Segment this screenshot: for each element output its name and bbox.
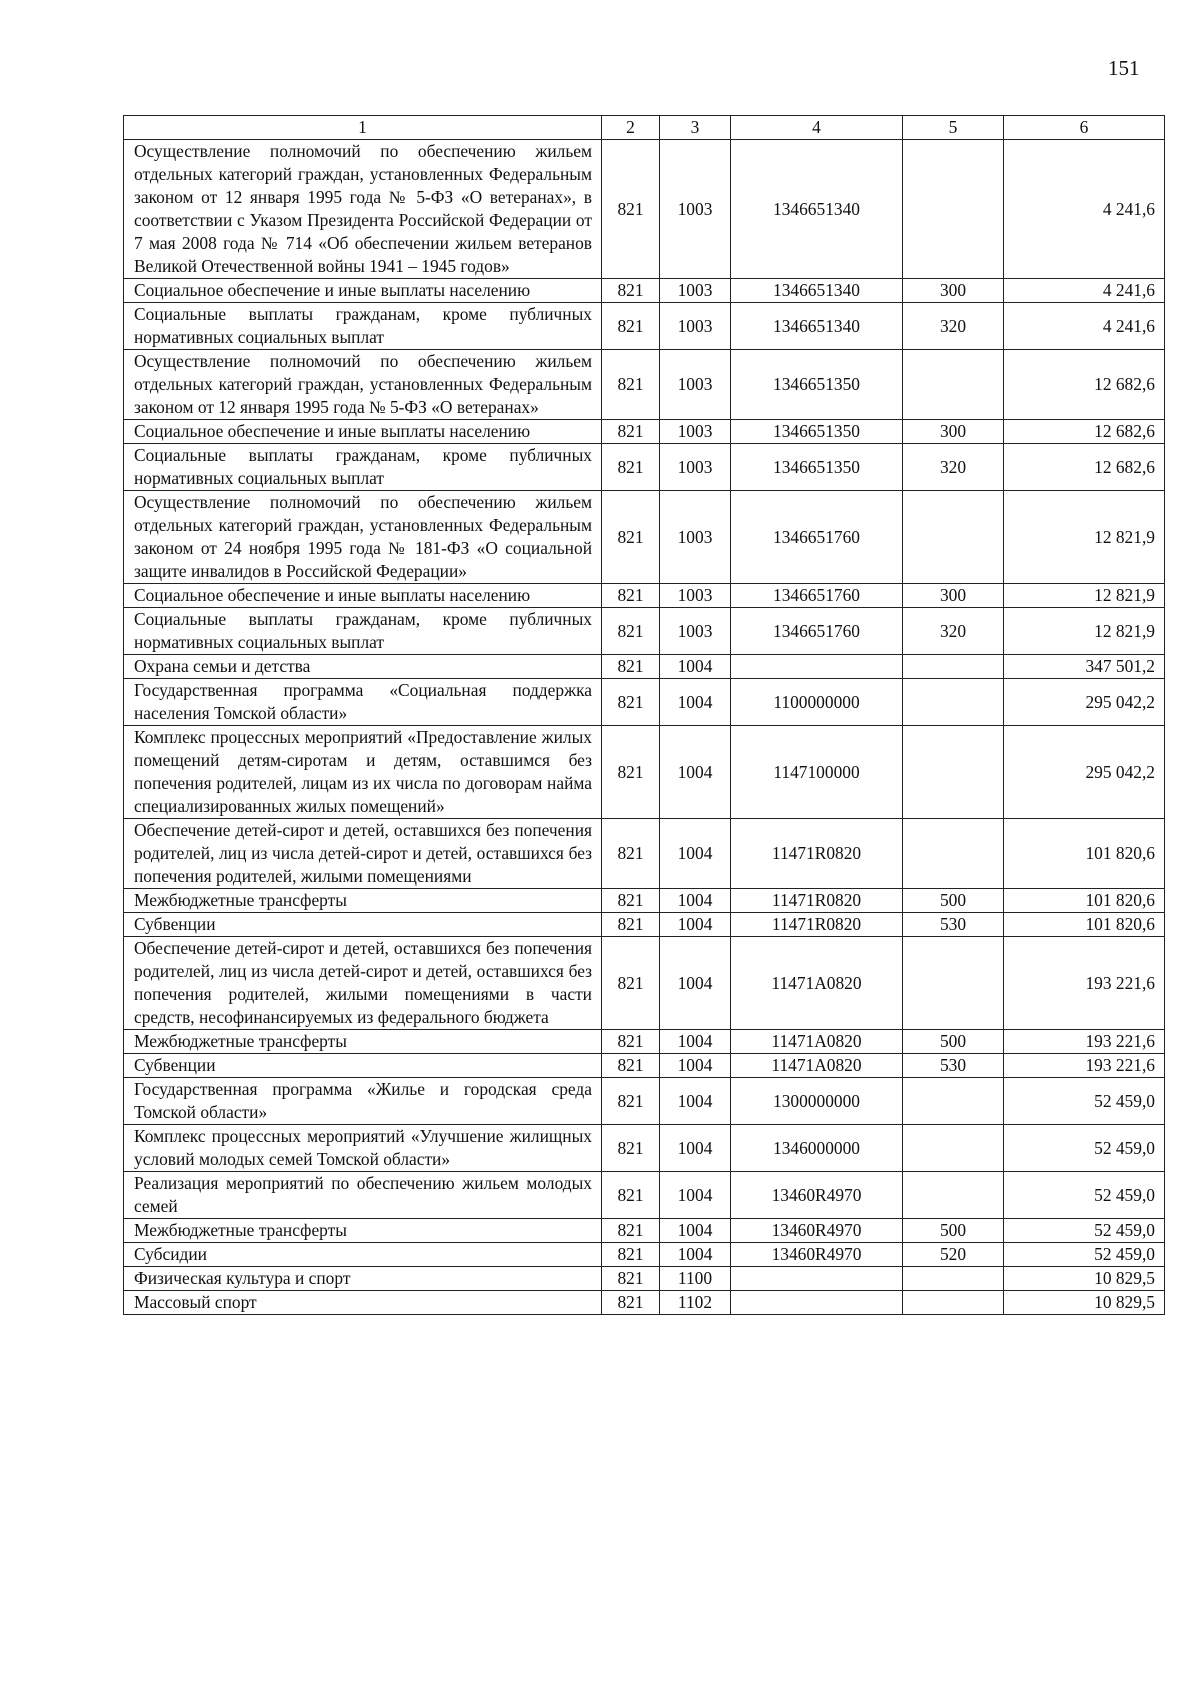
table-row xyxy=(124,303,1165,350)
target-article-cell: 11471R0820 xyxy=(731,819,903,889)
table-row xyxy=(124,1125,1165,1172)
ministry-code-cell: 821 xyxy=(602,491,660,584)
column-header: 3 xyxy=(660,116,731,140)
amount-cell: 101 820,6 xyxy=(1004,819,1165,889)
expense-name-cell: Обеспечение детей-сирот и детей, оставшихся без попечения родителей, лиц из числа детей-сирот и детей, оставшихся без попечения родителей, жилыми помещениями xyxy=(124,819,602,889)
ministry-code-cell: 821 xyxy=(602,1125,660,1172)
expense-type-cell: 320 xyxy=(903,444,1004,491)
ministry-code-cell: 821 xyxy=(602,937,660,1030)
table-row xyxy=(124,1267,1165,1291)
expense-name-cell: Межбюджетные трансферты xyxy=(124,889,602,913)
expense-name-cell: Субвенции xyxy=(124,913,602,937)
ministry-code-cell: 821 xyxy=(602,279,660,303)
target-article-cell: 1346651350 xyxy=(731,444,903,491)
expense-name-cell: Социальные выплаты гражданам, кроме публичных нормативных социальных выплат xyxy=(124,303,602,350)
target-article-cell: 1100000000 xyxy=(731,679,903,726)
amount-cell: 12 682,6 xyxy=(1004,444,1165,491)
amount-cell: 52 459,0 xyxy=(1004,1243,1165,1267)
amount-cell: 10 829,5 xyxy=(1004,1267,1165,1291)
ministry-code-cell: 821 xyxy=(602,726,660,819)
ministry-code-cell: 821 xyxy=(602,303,660,350)
expense-type-cell: 320 xyxy=(903,303,1004,350)
expense-type-cell xyxy=(903,140,1004,279)
amount-cell: 101 820,6 xyxy=(1004,913,1165,937)
ministry-code-cell: 821 xyxy=(602,679,660,726)
table-row xyxy=(124,726,1165,819)
section-code-cell: 1004 xyxy=(660,1030,731,1054)
ministry-code-cell: 821 xyxy=(602,889,660,913)
target-article-cell: 13460R4970 xyxy=(731,1172,903,1219)
page-number: 151 xyxy=(1108,56,1140,80)
expense-type-cell: 500 xyxy=(903,889,1004,913)
expense-name-cell: Социальное обеспечение и иные выплаты населению xyxy=(124,420,602,444)
section-code-cell: 1102 xyxy=(660,1291,731,1315)
amount-cell: 101 820,6 xyxy=(1004,889,1165,913)
expense-name-cell: Государственная программа «Социальная поддержка населения Томской области» xyxy=(124,679,602,726)
section-code-cell: 1003 xyxy=(660,444,731,491)
target-article-cell: 13460R4970 xyxy=(731,1219,903,1243)
expense-type-cell: 520 xyxy=(903,1243,1004,1267)
target-article-cell: 1346000000 xyxy=(731,1125,903,1172)
table-row xyxy=(124,1054,1165,1078)
section-code-cell: 1003 xyxy=(660,279,731,303)
target-article-cell: 1346651760 xyxy=(731,584,903,608)
ministry-code-cell: 821 xyxy=(602,1030,660,1054)
expense-type-cell xyxy=(903,726,1004,819)
table-row xyxy=(124,1291,1165,1315)
expense-type-cell: 530 xyxy=(903,1054,1004,1078)
expense-type-cell: 300 xyxy=(903,584,1004,608)
expense-name-cell: Физическая культура и спорт xyxy=(124,1267,602,1291)
expense-type-cell xyxy=(903,1078,1004,1125)
column-header: 6 xyxy=(1004,116,1165,140)
table-row xyxy=(124,1243,1165,1267)
section-code-cell: 1003 xyxy=(660,350,731,420)
amount-cell: 295 042,2 xyxy=(1004,679,1165,726)
section-code-cell: 1003 xyxy=(660,303,731,350)
target-article-cell: 13460R4970 xyxy=(731,1243,903,1267)
target-article-cell: 11471A0820 xyxy=(731,937,903,1030)
target-article-cell: 1346651340 xyxy=(731,279,903,303)
ministry-code-cell: 821 xyxy=(602,350,660,420)
expense-type-cell: 320 xyxy=(903,608,1004,655)
table-row xyxy=(124,679,1165,726)
amount-cell: 12 682,6 xyxy=(1004,420,1165,444)
section-code-cell: 1004 xyxy=(660,1219,731,1243)
table-row xyxy=(124,584,1165,608)
ministry-code-cell: 821 xyxy=(602,420,660,444)
table-row xyxy=(124,350,1165,420)
amount-cell: 12 821,9 xyxy=(1004,491,1165,584)
table-row xyxy=(124,937,1165,1030)
target-article-cell xyxy=(731,1291,903,1315)
expense-name-cell: Комплекс процессных мероприятий «Предоставление жилых помещений детям-сиротам и детям, оставшимся без попечения родителей, лицам из их числа по договорам найма специализированных жилых помещений» xyxy=(124,726,602,819)
ministry-code-cell: 821 xyxy=(602,444,660,491)
table-row xyxy=(124,420,1165,444)
amount-cell: 52 459,0 xyxy=(1004,1219,1165,1243)
expense-type-cell: 300 xyxy=(903,420,1004,444)
amount-cell: 193 221,6 xyxy=(1004,1030,1165,1054)
ministry-code-cell: 821 xyxy=(602,1078,660,1125)
ministry-code-cell: 821 xyxy=(602,1219,660,1243)
table-row xyxy=(124,655,1165,679)
expense-name-cell: Субсидии xyxy=(124,1243,602,1267)
table-row xyxy=(124,608,1165,655)
expense-type-cell: 500 xyxy=(903,1219,1004,1243)
expense-type-cell xyxy=(903,1125,1004,1172)
target-article-cell: 1346651340 xyxy=(731,303,903,350)
expense-type-cell xyxy=(903,679,1004,726)
section-code-cell: 1003 xyxy=(660,608,731,655)
ministry-code-cell: 821 xyxy=(602,1172,660,1219)
ministry-code-cell: 821 xyxy=(602,913,660,937)
target-article-cell: 1346651340 xyxy=(731,140,903,279)
expense-type-cell xyxy=(903,819,1004,889)
column-header: 5 xyxy=(903,116,1004,140)
section-code-cell: 1100 xyxy=(660,1267,731,1291)
section-code-cell: 1004 xyxy=(660,1125,731,1172)
amount-cell: 347 501,2 xyxy=(1004,655,1165,679)
column-header: 4 xyxy=(731,116,903,140)
expense-name-cell: Субвенции xyxy=(124,1054,602,1078)
target-article-cell: 1300000000 xyxy=(731,1078,903,1125)
ministry-code-cell: 821 xyxy=(602,1267,660,1291)
amount-cell: 10 829,5 xyxy=(1004,1291,1165,1315)
section-code-cell: 1003 xyxy=(660,491,731,584)
table-row xyxy=(124,819,1165,889)
ministry-code-cell: 821 xyxy=(602,819,660,889)
amount-cell: 52 459,0 xyxy=(1004,1078,1165,1125)
section-code-cell: 1004 xyxy=(660,1243,731,1267)
target-article-cell: 11471A0820 xyxy=(731,1030,903,1054)
expense-type-cell: 300 xyxy=(903,279,1004,303)
ministry-code-cell: 821 xyxy=(602,608,660,655)
target-article-cell: 11471A0820 xyxy=(731,1054,903,1078)
section-code-cell: 1004 xyxy=(660,1172,731,1219)
table-row xyxy=(124,1030,1165,1054)
expense-name-cell: Социальное обеспечение и иные выплаты населению xyxy=(124,279,602,303)
expense-name-cell: Социальные выплаты гражданам, кроме публичных нормативных социальных выплат xyxy=(124,444,602,491)
section-code-cell: 1003 xyxy=(660,584,731,608)
header-row xyxy=(124,116,1165,140)
column-header: 2 xyxy=(602,116,660,140)
expense-name-cell: Осуществление полномочий по обеспечению жильем отдельных категорий граждан, установленных Федеральным законом от 12 января 1995 года № 5-ФЗ «О ветеранах», в соответствии с Указом Президента Российской Федерации от 7 мая 2008 года № 714 «Об обеспечении жильем ветеранов Великой Отечественной войны 1941 – 1945 годов» xyxy=(124,140,602,279)
table-row xyxy=(124,140,1165,279)
table-row xyxy=(124,279,1165,303)
section-code-cell: 1004 xyxy=(660,819,731,889)
table-row xyxy=(124,913,1165,937)
amount-cell: 12 682,6 xyxy=(1004,350,1165,420)
amount-cell: 193 221,6 xyxy=(1004,937,1165,1030)
amount-cell: 4 241,6 xyxy=(1004,279,1165,303)
amount-cell: 12 821,9 xyxy=(1004,608,1165,655)
section-code-cell: 1004 xyxy=(660,726,731,819)
table-row xyxy=(124,1219,1165,1243)
target-article-cell: 1147100000 xyxy=(731,726,903,819)
amount-cell: 52 459,0 xyxy=(1004,1172,1165,1219)
ministry-code-cell: 821 xyxy=(602,140,660,279)
expense-name-cell: Обеспечение детей-сирот и детей, оставшихся без попечения родителей, лиц из числа детей-сирот и детей, оставшихся без попечения родителей, жилыми помещениями в части средств, несофинансируемых из федерального бюджета xyxy=(124,937,602,1030)
expense-type-cell xyxy=(903,937,1004,1030)
expense-name-cell: Массовый спорт xyxy=(124,1291,602,1315)
ministry-code-cell: 821 xyxy=(602,1054,660,1078)
table-row xyxy=(124,491,1165,584)
expense-name-cell: Межбюджетные трансферты xyxy=(124,1219,602,1243)
ministry-code-cell: 821 xyxy=(602,584,660,608)
table-row xyxy=(124,889,1165,913)
amount-cell: 52 459,0 xyxy=(1004,1125,1165,1172)
expense-type-cell xyxy=(903,350,1004,420)
section-code-cell: 1004 xyxy=(660,655,731,679)
amount-cell: 193 221,6 xyxy=(1004,1054,1165,1078)
section-code-cell: 1004 xyxy=(660,937,731,1030)
target-article-cell: 1346651350 xyxy=(731,350,903,420)
section-code-cell: 1004 xyxy=(660,679,731,726)
expense-name-cell: Комплекс процессных мероприятий «Улучшение жилищных условий молодых семей Томской области» xyxy=(124,1125,602,1172)
target-article-cell: 11471R0820 xyxy=(731,913,903,937)
ministry-code-cell: 821 xyxy=(602,655,660,679)
target-article-cell: 1346651760 xyxy=(731,608,903,655)
expense-name-cell: Реализация мероприятий по обеспечению жильем молодых семей xyxy=(124,1172,602,1219)
expense-type-cell xyxy=(903,655,1004,679)
expense-name-cell: Осуществление полномочий по обеспечению жильем отдельных категорий граждан, установленных Федеральным законом от 24 ноября 1995 года № 181-ФЗ «О социальной защите инвалидов в Российской Федерации» xyxy=(124,491,602,584)
expense-name-cell: Межбюджетные трансферты xyxy=(124,1030,602,1054)
target-article-cell xyxy=(731,1267,903,1291)
expense-type-cell xyxy=(903,1172,1004,1219)
expense-type-cell: 500 xyxy=(903,1030,1004,1054)
table-row xyxy=(124,1078,1165,1125)
amount-cell: 295 042,2 xyxy=(1004,726,1165,819)
amount-cell: 12 821,9 xyxy=(1004,584,1165,608)
target-article-cell xyxy=(731,655,903,679)
section-code-cell: 1004 xyxy=(660,1078,731,1125)
amount-cell: 4 241,6 xyxy=(1004,140,1165,279)
expense-name-cell: Государственная программа «Жилье и городская среда Томской области» xyxy=(124,1078,602,1125)
ministry-code-cell: 821 xyxy=(602,1243,660,1267)
budget-table xyxy=(123,115,1165,1315)
target-article-cell: 1346651760 xyxy=(731,491,903,584)
table-row xyxy=(124,1172,1165,1219)
amount-cell: 4 241,6 xyxy=(1004,303,1165,350)
section-code-cell: 1003 xyxy=(660,420,731,444)
expense-name-cell: Социальное обеспечение и иные выплаты населению xyxy=(124,584,602,608)
expense-type-cell xyxy=(903,1291,1004,1315)
section-code-cell: 1004 xyxy=(660,913,731,937)
section-code-cell: 1004 xyxy=(660,889,731,913)
expense-type-cell: 530 xyxy=(903,913,1004,937)
section-code-cell: 1003 xyxy=(660,140,731,279)
section-code-cell: 1004 xyxy=(660,1054,731,1078)
target-article-cell: 1346651350 xyxy=(731,420,903,444)
expense-name-cell: Социальные выплаты гражданам, кроме публичных нормативных социальных выплат xyxy=(124,608,602,655)
expense-type-cell xyxy=(903,491,1004,584)
expense-name-cell: Осуществление полномочий по обеспечению жильем отдельных категорий граждан, установленных Федеральным законом от 12 января 1995 года № 5-ФЗ «О ветеранах» xyxy=(124,350,602,420)
target-article-cell: 11471R0820 xyxy=(731,889,903,913)
table-row xyxy=(124,444,1165,491)
column-header: 1 xyxy=(124,116,602,140)
ministry-code-cell: 821 xyxy=(602,1291,660,1315)
expense-name-cell: Охрана семьи и детства xyxy=(124,655,602,679)
expense-type-cell xyxy=(903,1267,1004,1291)
